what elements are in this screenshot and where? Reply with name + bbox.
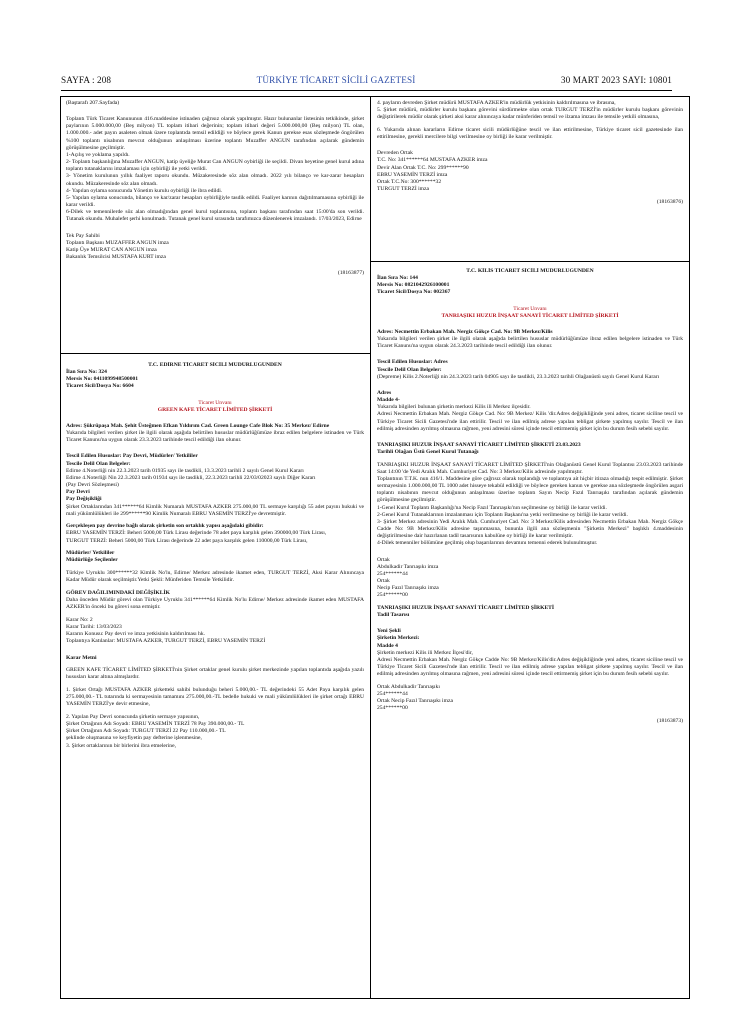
karar-item-3: 3. Şirket ortaklarının bir birlerini ibra etmelerine, [66, 742, 176, 749]
ortak-line: EBRU YASEMİN TERZİ: Beheri 5000,00 Türk Lirası değerinde 78 adet paya karşılık gelen 390000,00 Türk Lirası, [66, 530, 327, 537]
right-announcement-2 [377, 268, 683, 997]
madde-4-text: Adresi Necmettin Erbakan Mah. Nergiz Gökçe Cadde No: 9B Merkez/Kilis'dir.Adres değişikliğinde yeni adres, ticaret siciline tescil ve Türkiye Ticaret Sicili Gazetesi'nde ilan ettirilir. Tescil ve ilan edilmiş adrese yapılan tebligat şirkete yapılmış sayılır. Tescil ve ilan edilmiş adresinden ayrılmış olmasına rağmen, yeni adresini süresi içinde tescil ettirmemiş şirket için bu durum fesih sebebi sayılır. [377, 656, 683, 678]
tadil-heading: Tadil Tasarısı [377, 612, 410, 619]
karar-line: Kararın Konusu: Pay devri ve imza yetkisinin kaldırılması hk. [66, 631, 206, 638]
tutanak-paragraph: 2-Genel Kurul Tutanaklarının imzalanması için Toplantı Başkanı'na yetki verilmesine oy birliği ile karar verildi. [377, 511, 628, 518]
agenda-item: 4- Yapılan oylama sonucunda Yönetim kurulu oybirliği ile ibra edildi. [66, 187, 223, 194]
ortak-signature: Ortak [377, 556, 390, 563]
devreden-line: Ortak T.C.No: 300******32 [377, 178, 442, 185]
gorev-text: Daha önceden Müdür görevi olan Türkiye Uyruklu 341******64 Kimlik No'lu Edirne/ Merkez adresinde ikamet eden MUSTAFA AZKER'in önceki bu görevi sona ermiştir. [66, 597, 364, 611]
ortak-signature: 254******44 [377, 570, 408, 577]
delil-line: (Pay Devri Sözleşmesi) [66, 482, 119, 489]
unvan-label: Ticaret Unvanı [513, 305, 547, 312]
ortak-signature: Ortak Necip Fazıl Tanrıaşıkı imza [377, 698, 453, 705]
tutanak-paragraph: TANRIAŞIKI HUZUR İNŞAAT SANAYİ TİCARET LİMİTED ŞİRKETİ'nin Olağanüstü Genel Kurul Toplantısı 23.03.2023 tarihinde Saat 14:00 'de Yedi Aralık Mah. Cumhuriyet Cad. No: 3 Merkez/Kilis adresinde yapılmıştır. [377, 461, 683, 475]
sicil-number: Ticaret Sicil/Dosya No: 002367 [377, 289, 451, 296]
agenda-item: 6-Dilek ve temennilerde söz alan olmadığından genel kurul toplantısına, toplantı başkanı tarafından saat 15:00'da son verildi. Tutanak okundu. Muhalefet şerhi konulmadı. Tutanak genel kurul sırasında tarafımızca düzenlenerek imzalandı. 17/03/2023, Edirne [66, 209, 364, 223]
ortaklik-heading: Gerçekleşen pay devrine bağlı olarak şirketin son ortaklık yapısı aşağıdaki gibidir: [66, 523, 264, 530]
karar-line: Karar Tarihi: 13/03/2023 [66, 624, 122, 631]
ortak-signature: 254******00 [377, 592, 408, 599]
meeting-paragraph: Toplantı Türk Ticaret Kanununun 416.maddesine istinaden çağrısız olarak yapılmıştır. Hazır bulunanlar listesinin tetkikinde, şirket paylarının 5.000.000,00 (Beş milyon) TL toplam itibari değerinin; toplam itibari değeri 5.000.000,00 (Beş milyon) TL olan, 1.000.000.- adet payın asaleten olmak üzere toplantıda temsil edildiği ve böylece gerek Kanun gerekse esas sözleşmede öngörülen %100 toplantı nisabının mevcut olduğunun anlaşılması üzerine toplantı Muzaffer ANGUN tarafından açılarak gündemin görüşülmesine geçilmiştir. [66, 116, 364, 151]
page-header [61, 74, 672, 88]
agenda-item: 1-Açılış ve yoklama yapıldı. [66, 151, 130, 158]
madde-4-text: Adresi Necmettin Erbakan Mah. Nergiz Gökçe Cad. No: 9B Merkez/ Kilis 'dir.Adres değişikliğinde yeni adres, ticaret siciline tescil ve Türkiye Ticaret Sicili Gazetesi'nde ilan ettirilir. Tescil ve ilan edilmiş adrese yapılan tebligat şirkete yapılmış sayılır. Tescil ve ilan edilmiş adresinden ayrılmış olmasına rağmen, yeni adresini süresi içinde tescil ettirmemiş şirket için bu durum fesih sebebi sayılır. [377, 411, 683, 432]
delil-line: Edirne 4.Noterliği Nin 22.3.2023 tarih 01934 sayı ile tasdikli, 22.3.2023 tarihli 22/03/02023 sayılı Diğer Kararı [66, 474, 316, 481]
intro-paragraph: Yukarıda bilgileri verilen şirket ile ilgili olarak aşağıda belirtilen hususlar müdürlüğümüze ibraz edilen belgelere istinaden ve Türk Ticaret Kanunu'na uygun olarak 24.3.2023 tarihinde tescil edildiği ilan olunur. [377, 336, 683, 350]
mudur-text: Türkiye Uyruklu 300******32 Kimlik No'lu, Edirne/ Merkez adresinde ikamet eden, TURGUT TERZİ, Aksi Karar Alınıncaya Kadar Müdür olarak seçilmiştir.Yetki Şekli: Münferiden Temsile Yetkilidir. [66, 570, 364, 584]
tutanak-paragraph: 4-Dilek temenniler bölümüne geçilmiş olup başarılarının devamını temenni ederek bulunulmuştur. [377, 540, 598, 547]
sirketin-merkezi-heading: Şirketin Merkezi: [377, 635, 420, 642]
karar-intro: GREEN KAFE TİCARET LİMİTED ŞİRKETİ'nin Şirket ortaklar genel kurulu şirket merkezinde yapılan toplantıda aşağıda yazılı hususları karar altına almışlardır. [66, 667, 364, 681]
registry-office: T.C. EDİRNE TİCARET SİCİLİ MÜDÜRLÜĞÜNDEN [148, 362, 282, 368]
tutanak-paragraph: 3- Şirket Merkez adresinin Yedi Aralık Mah. Cumhuriyet Cad. No: 3 Merkez/Kilis adresinden Necmettin Erbakan Mah. Nergiz Gökçe Cadde No: 9B Merkez/Kilis adresine taşınmasına, bununla ilgili ana sözleşmenin "Şirketin Merkezi" başlıklı 4.maddesinin değiştirilmesine dair hazırlanan tadil tasarısının kabulüne oy birliği ile karar verilmiştir. [377, 518, 683, 540]
karar-item-1: 1. Şirket Ortağı MUSTAFA AZKER şirketteki sahibi bulunduğu beheri 5.000,00.- TL değerindeki 55 Adet Paya karşılık gelen 275.000,00.- TL tutarında ki sermayesinin tamamını 275.000,00.-TL bedelle hukuki ve mali yükümlülükleri ile şirket ortağı EBRU YASEMİN TERZİ'ye devir etmesine, [66, 686, 364, 708]
ortak-signature: Ortak [377, 577, 390, 584]
mersis-number: Mersis No: 0411099948500001 [66, 376, 139, 383]
ortak-signature: Abdulkadir Tanrıaşıkı imza [377, 563, 439, 570]
ilan-number: İlan Sıra No: 144 [377, 275, 418, 282]
ortak-line: TURGUT TERZİ: Beheri 5000,00 Türk Lirası değerinde 22 adet paya karşılık gelen 110000,00 Türk Lirası, [66, 537, 308, 544]
tutanak-subheading: Tarihli Olağan Üstü Genel Kurul Tutanağı [377, 448, 479, 455]
adres-heading: Adres [377, 389, 392, 396]
tutanak-paragraph: Toplantının T.T.K. nun 416/1. Maddesine göre çağrısız olarak toplandığı ve toplantıya ait hiçbir itiraza olmadığı tespit edilmiştir. Şirket sermayesinin 1.000.000,00 TL 1000 adet hisseye tekabül edildiği ve böylece gereken kanun ve gerekse ana sözleşmede öngörülen asgari toplantı nisabının mevcut olduğunun anlaşılması üzerine toplantı Sayın Necip Fazıl Tanrıaşıkı tarafından açılarak gündemin görüşülmesine geçilmiştir. [377, 475, 683, 504]
agenda-item: 5- Yapılan oylama sonucunda, bilanço ve kar/zarar hesapları oybirliğiyle tasdik edildi. Faaliyet karının dağıtılmamasına oybirliği ile karar verildi. [66, 194, 364, 209]
pay-degisikligi-heading: Pay Değişikliği [66, 496, 102, 503]
unvan-label: Ticaret Unvanı [198, 399, 232, 406]
pay-text: Şirket Ortaklarından 341******64 Kimlik Numaralı MUSTAFA AZKER 275.000,00 TL sermaye karşılığı 55 adet payını hukuki ve mali yükümlülükleri ile 299******90 Kimlik Numaralı EBRU YASEMİN TERZİ'ye devretmiştir. [66, 503, 364, 517]
company-address: Adres: Necmettin Erbakan Mah. Nergiz Gökçe Cad. No: 9B Merkez/Kilis [377, 328, 553, 335]
ortak-signature: Necip Fazıl Tanrıaşıkı imza [377, 585, 439, 592]
karar-line: Karar No: 2 [66, 616, 93, 623]
karar-item-2-line: Şirket Ortağının Adı Soyadı: TURGUT TERZİ 22 Pay 110.000,00.- TL [66, 728, 226, 735]
tadil-company-heading: TANRIAŞIKI HUZUR İNŞAAT SANAYİ TİCARET LİMİTED ŞİRKETİ [377, 604, 555, 611]
agenda-item: 2- Toplantı başkanlığına Muzaffer ANGUN, katip üyeliğe Murat Can ANGUN oybirliği ile seçildi. Divan heyetine genel kurul adına toplantı tutanaklarını imzalaması için oybirliği ile yetki verildi. [66, 159, 364, 173]
gazette-title: TÜRKİYE TİCARET SİCİLİ GAZETESİ [256, 75, 416, 86]
karar-item-5: 5. Şirket müdürü, müdürler kurulu başkanı görevini sürdürmekte olan ortak TURGUT TERZİ'in müdürler kurulu başkanı görevinin değiştirilerek müdür olarak şirketi aksi karar alınıncaya kadar münferiden temsil ve ilzama imzası ile temsile yetkili olmasına, [377, 107, 683, 121]
karar-item-2-line: şeklinde oluşmasına ve keyfiyetin pay defterine işlenmesine, [66, 735, 202, 742]
devreden-line: Devreden Ortak [377, 150, 413, 157]
madde-4-heading: Madde 4- [377, 397, 400, 404]
karar-item-6: 6. Yukarıda alınan kararların Edirne ticaret sicili müdürlüğüne tescil ve ilan ettirilmesine, Türkiye ticaret sicil gazetesinde ilan ettirilmesine, gerekli mercilere bilgi verilmesine oy birliği ile karar verilmiştir. [377, 126, 683, 141]
madde-4-text: Şirketin merkezi Kilis ili Merkez İlçesi'dir, [377, 649, 473, 656]
tescil-edilen: Tescil Edilen Hususlar: Adres [377, 359, 448, 366]
signature-line: Katip Üye MURAT CAN ANGUN imza [66, 246, 157, 253]
company-address: Adres: Şükrüpaşa Mah. Şehit Üsteğmen Efkan Yıldırım Cad. Green Lounge Cafe Blok No: 35 Merkez/ Edirne [66, 422, 330, 429]
column-divider [370, 96, 371, 999]
signature-line: Toplantı Başkanı MUZAFFER ANGUN imza [66, 239, 169, 246]
madde-4-text: Yukarıda bilgileri bulunan şirketin merkezi Kilis ili Merkez ilçesidir. [377, 404, 531, 411]
gorev-heading: GÖREV DAĞILIMINDAKİ DEĞİŞİKLİK [66, 589, 171, 596]
delil-text: (Depreme) Kilis 2.Noterliği nin 24.3.2023 tarih 04905 sayı ile tasdikli, 23.3.2023 tarihli Olağanüstü sayılı Genel Kurul Kararı [377, 373, 660, 380]
tescil-edilen-text: Tescil Edilen Hususlar: Pay Devri, Müdürler/ Yetkililer [66, 453, 198, 460]
tescile-delil: Tescile Delil Olan Belgeler: [377, 366, 442, 373]
pay-devri-heading: Pay Devri [66, 489, 90, 496]
left-announcement-1 [66, 100, 364, 352]
devreden-line: Devir Alan Ortak T.C. No: 299******90 [377, 164, 469, 171]
karar-item-4: 4. payların devreden Şirket müdürü MUSTAFA AZKER'in müdürlük yetkisinin kaldırılmasına ve ibrasına, [377, 100, 616, 106]
company-name: TANRIAŞIKI HUZUR İNŞAAT SANAYİ TİCARET LİMİTED ŞİRKETİ [441, 312, 619, 319]
devreden-line: T.C. No: 341******64 MUSTAFA AZKER imza [377, 157, 488, 164]
ilan-number: İlan Sıra No: 324 [66, 369, 107, 376]
signature-line: Bakanlık Temsilcisi MUSTAFA KURT imza [66, 253, 166, 260]
devreden-line: TURGUT TERZİ imza [377, 186, 429, 193]
madde-4-heading: Madde 4 [377, 642, 398, 649]
ortak-signature: 254******00 [377, 705, 408, 712]
devreden-line: EBRU YASEMİN TERZİ imza [377, 171, 448, 178]
reference-number: (18163873) [656, 717, 683, 724]
continuation-note: (Baştarafı 207.Sayfada) [66, 100, 120, 106]
left-announcement-separator [60, 353, 370, 354]
karar-item-2-line: 2. Yapılan Pay Devri sonucunda şirketin sermaye yapısının, [66, 713, 200, 720]
mudurluge-heading: Müdürlüğe Seçilenler [66, 557, 118, 564]
ortak-signature: 254******44 [377, 691, 408, 697]
tescil-edilen [66, 453, 364, 460]
delil-line: Edirne 4.Noterliği nin 22.3.2023 tarih 01935 sayı ile tasdikli, 13.3.2023 tarihli 2 sayılı Genel Kurul Kararı [66, 467, 304, 474]
tutanak-paragraph: 1-Genel Kurul Toplantı Başkanlığı'na Necip Fazıl Tanrıaşıkı'nın seçilmesine oy birliği ile karar verildi. [377, 504, 607, 511]
tutanak-heading: TANRIAŞIKI HUZUR İNŞAAT SANAYİ TİCARET LİMİTED ŞİRKETİ 23.03.2023 [377, 441, 581, 448]
registry-office: T.C. KİLİS TİCARET SİCİLİ MÜDÜRLÜĞÜNDEN [466, 268, 594, 274]
reference-number: (18163876) [656, 198, 683, 205]
reference-number: (18163877) [337, 270, 364, 277]
left-announcement-2 [66, 362, 364, 996]
right-announcement-1 [377, 100, 683, 260]
yeni-sekli-heading: Yeni Şekli [377, 628, 401, 635]
ortak-signature: Ortak Abdulkadir Tanrıaşıkı [377, 683, 440, 690]
company-name: GREEN KAFE TİCARET LİMİTED ŞİRKETİ [157, 406, 273, 413]
header-rule [61, 90, 672, 91]
karar-metni-heading: Karar Metni [66, 654, 97, 661]
page-number: SAYFA : 208 [61, 75, 112, 86]
karar-item-2-line: Şirket Ortağının Adı Soyadı: EBRU YASEMİN TERZİ 78 Pay 390.000,00.- TL [66, 721, 245, 728]
right-announcement-separator [370, 261, 690, 262]
signature-line: Tek Pay Sahibi [66, 232, 100, 239]
agenda-item: 3- Yönetim kurulunun yıllık faaliyet raporu okundu. Müzakeresinde söz alan olmadı. 2022 yılı bilanço ve kar-zarar hesapları okundu. Müzakeresinde söz alan olmadı. [66, 173, 364, 187]
mersis-number: Mersis No: 0821042926100001 [377, 282, 450, 289]
intro-paragraph: Yukarıda bilgileri verilen şirket ile ilgili olarak aşağıda belirtilen hususlar müdürlüğümüze ibraz edilen belgelere istinaden ve Türk Ticaret Kanunu'na uygun olarak 23.3.2023 tarihinde tescil edildiği ilan olunur. [66, 430, 364, 444]
issue-date: 30 MART 2023 SAYI: 10801 [560, 75, 672, 86]
tescile-delil: Tescile Delil Olan Belgeler: [66, 460, 131, 467]
karar-line: Toplantıya Katılanlar: MUSTAFA AZKER, TURGUT TERZİ, EBRU YASEMİN TERZİ [66, 638, 266, 645]
sicil-number: Ticaret Sicil/Dosya No: 6604 [66, 383, 134, 390]
mudurler-heading: Müdürler/ Yetkililer [66, 550, 115, 557]
